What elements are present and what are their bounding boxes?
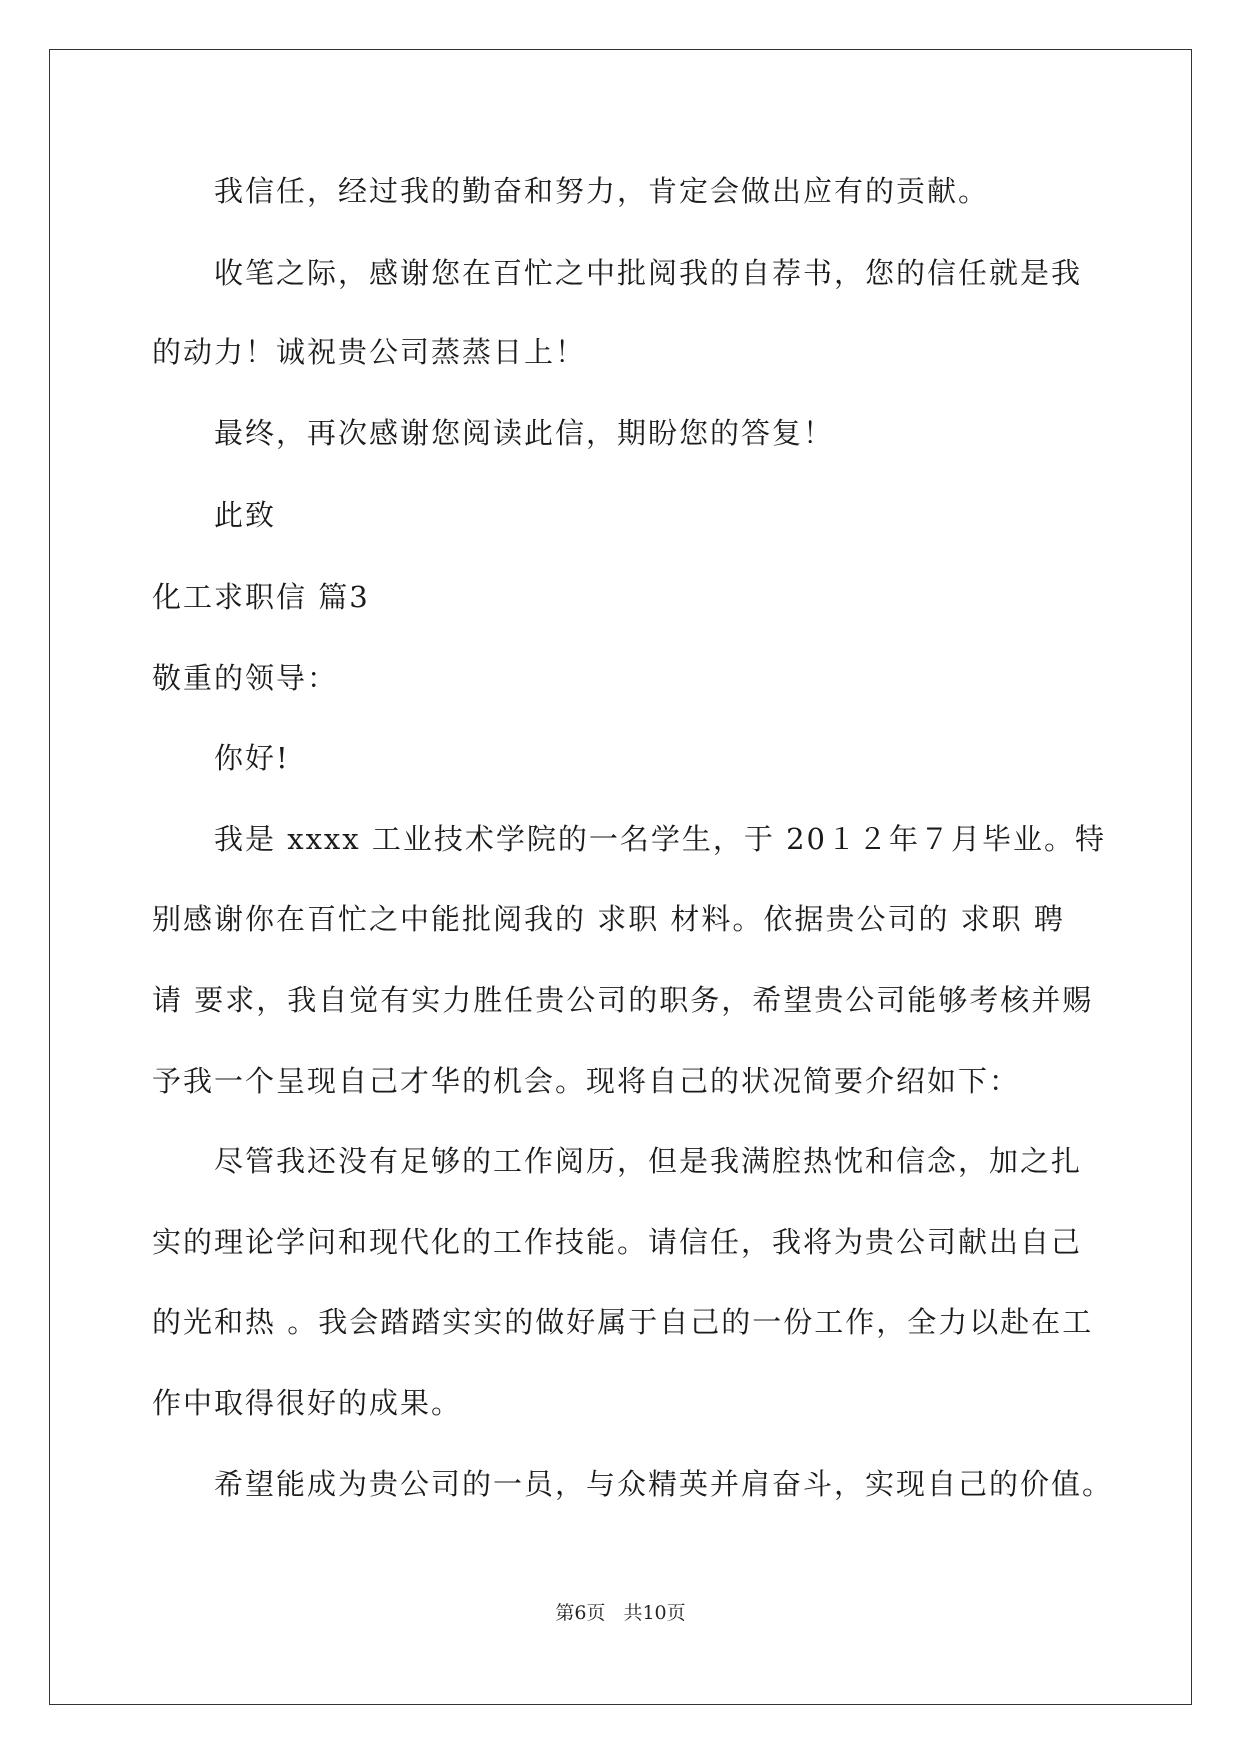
paragraph-line: 请 要求，我自觉有实力胜任贵公司的职务，希望贵公司能够考核并赐 (152, 983, 1094, 1017)
page-footer (0, 1601, 1241, 1625)
paragraph-line: 收笔之际，感谢您在百忙之中批阅我的自荐书，您的信任就是我 (214, 256, 1083, 290)
paragraph-line: 我是 xxxx 工业技术学院的一名学生，于 20１２年７月毕业。特 (214, 822, 1106, 856)
paragraph-line: 实的理论学问和现代化的工作技能。请信任，我将为贵公司献出自己 (152, 1225, 1083, 1259)
greeting-addressee: 敬重的领导： (152, 661, 339, 695)
section-heading: 化工求职信 篇3 (152, 580, 370, 614)
paragraph-line: 尽管我还没有足够的工作阅历，但是我满腔热忱和信念，加之扎 (214, 1144, 1083, 1178)
paragraph-line: 我信任，经过我的勤奋和努力，肯定会做出应有的贡献。 (214, 174, 990, 208)
page-border (49, 49, 1192, 1705)
paragraph-line: 别感谢你在百忙之中能批阅我的 求职 材料。依据贵公司的 求职 聘 (152, 902, 1065, 936)
paragraph-line: 的光和热 。我会踏踏实实的做好属于自己的一份工作，全力以赴在工 (152, 1305, 1094, 1339)
paragraph-line: 作中取得很好的成果。 (152, 1386, 463, 1420)
page-number: 第6页 (555, 1602, 606, 1624)
closing-salutation: 此致 (214, 498, 277, 532)
paragraph-line: 予我一个呈现自己才华的机会。现将自己的状况简要介绍如下： (152, 1064, 1021, 1098)
page-total: 共10页 (623, 1602, 686, 1624)
paragraph-line: 的动力！诚祝贵公司蒸蒸日上！ (152, 335, 587, 369)
paragraph-line: 希望能成为贵公司的一员，与众精英并肩奋斗，实现自己的价值。 (214, 1467, 1114, 1501)
paragraph-line: 最终，再次感谢您阅读此信，期盼您的答复！ (214, 416, 835, 450)
greeting: 你好! (214, 741, 290, 775)
